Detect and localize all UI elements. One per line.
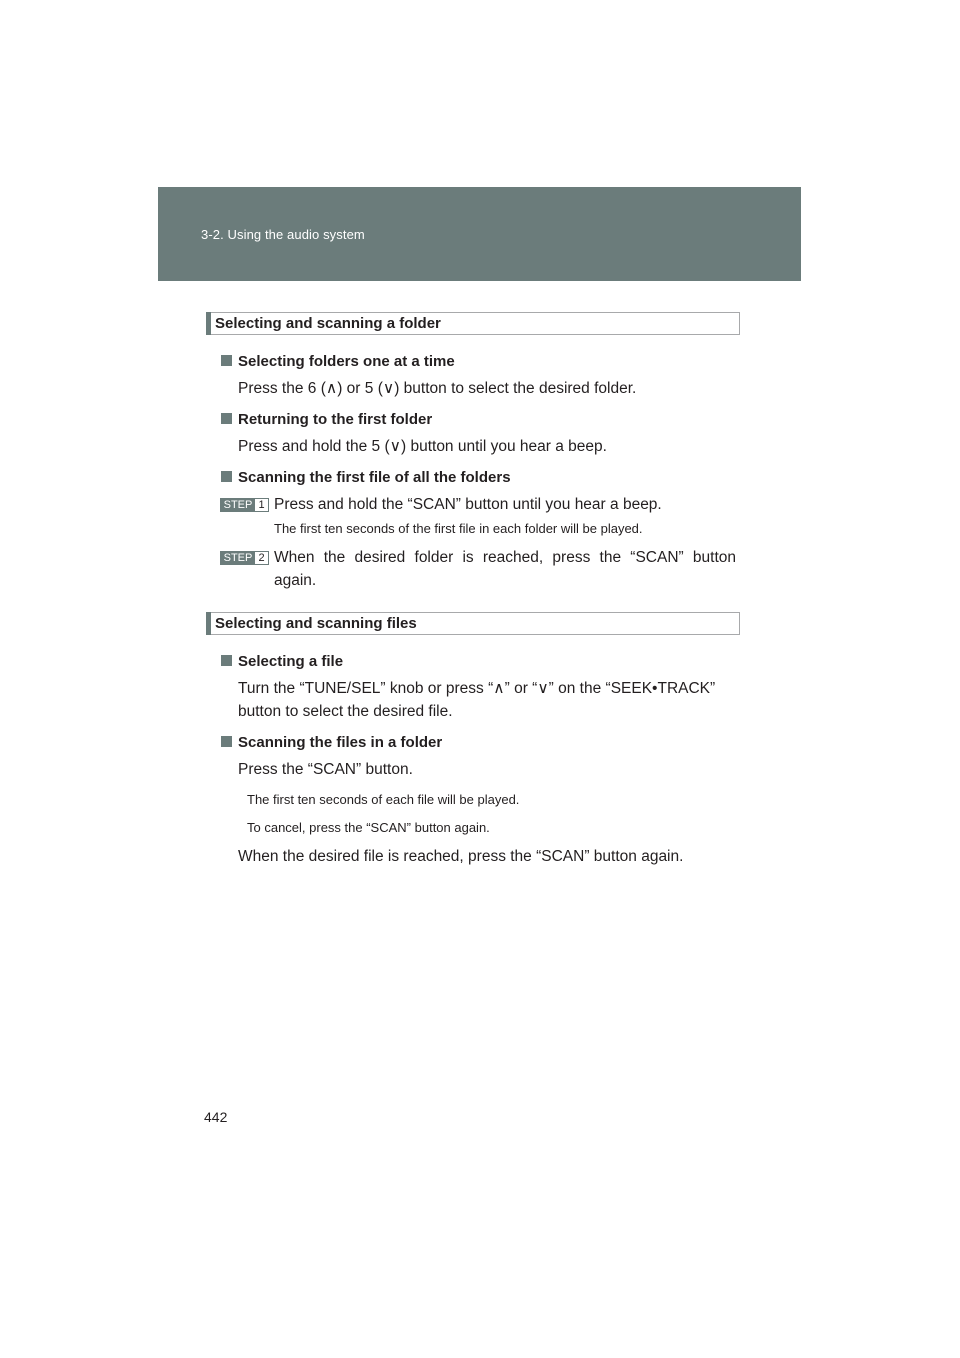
subheading-text: Selecting a file bbox=[238, 653, 344, 670]
subheading-text: Scanning the first file of all the folders bbox=[238, 469, 511, 486]
chapter-header-band bbox=[158, 187, 801, 281]
step-1-note: The first ten seconds of the first file in each folder will be played. bbox=[274, 521, 643, 536]
breadcrumb: 3-2. Using the audio system bbox=[201, 227, 365, 242]
section-title: Selecting and scanning files bbox=[215, 615, 417, 632]
body-select-file-line1: Turn the “TUNE/SEL” knob or press “∧” or “∨” on the “SEEK•TRACK” bbox=[238, 680, 716, 697]
section-title: Selecting and scanning a folder bbox=[215, 315, 441, 332]
subheading-select-file bbox=[221, 653, 343, 670]
subheading-text: Returning to the first folder bbox=[238, 411, 433, 428]
section-accent bbox=[206, 612, 211, 635]
square-bullet-icon bbox=[221, 355, 232, 366]
step-1-badge bbox=[220, 498, 269, 512]
body-select-file-line2: button to select the desired file. bbox=[238, 703, 453, 720]
body-scan-files: Press the “SCAN” button. bbox=[238, 761, 413, 778]
subheading-select-folders bbox=[221, 353, 455, 370]
scan-files-note-1: The first ten seconds of each file will be played. bbox=[247, 792, 520, 807]
subheading-scan-all-folders bbox=[221, 469, 511, 486]
step-label: STEP bbox=[223, 499, 253, 511]
page-number: 442 bbox=[204, 1109, 228, 1125]
section-accent bbox=[206, 312, 211, 335]
body-scan-files-final: When the desired file is reached, press the “SCAN” button again. bbox=[238, 848, 684, 865]
step-number: 1 bbox=[255, 499, 268, 511]
square-bullet-icon bbox=[221, 413, 232, 424]
subheading-text: Selecting folders one at a time bbox=[238, 353, 455, 370]
step-2-text-line1: When the desired folder is reached, press the “SCAN” button bbox=[274, 549, 736, 566]
step-label: STEP bbox=[223, 552, 253, 564]
square-bullet-icon bbox=[221, 655, 232, 666]
step-1-text: Press and hold the “SCAN” button until you hear a beep. bbox=[274, 496, 662, 513]
subheading-scan-files bbox=[221, 734, 442, 751]
section-heading-folder bbox=[206, 312, 740, 335]
subheading-return-first-folder bbox=[221, 411, 432, 428]
step-number: 2 bbox=[255, 552, 268, 564]
body-select-folders: Press the 6 (∧) or 5 (∨) button to select the desired folder. bbox=[238, 380, 637, 397]
scan-files-note-2: To cancel, press the “SCAN” button again. bbox=[247, 820, 490, 835]
square-bullet-icon bbox=[221, 736, 232, 747]
subheading-text: Scanning the files in a folder bbox=[238, 734, 443, 751]
step-2-badge bbox=[220, 551, 269, 565]
section-heading-files bbox=[206, 612, 740, 635]
step-2-text-line2: again. bbox=[274, 572, 317, 589]
square-bullet-icon bbox=[221, 471, 232, 482]
body-return-first-folder: Press and hold the 5 (∨) button until you hear a beep. bbox=[238, 438, 607, 455]
